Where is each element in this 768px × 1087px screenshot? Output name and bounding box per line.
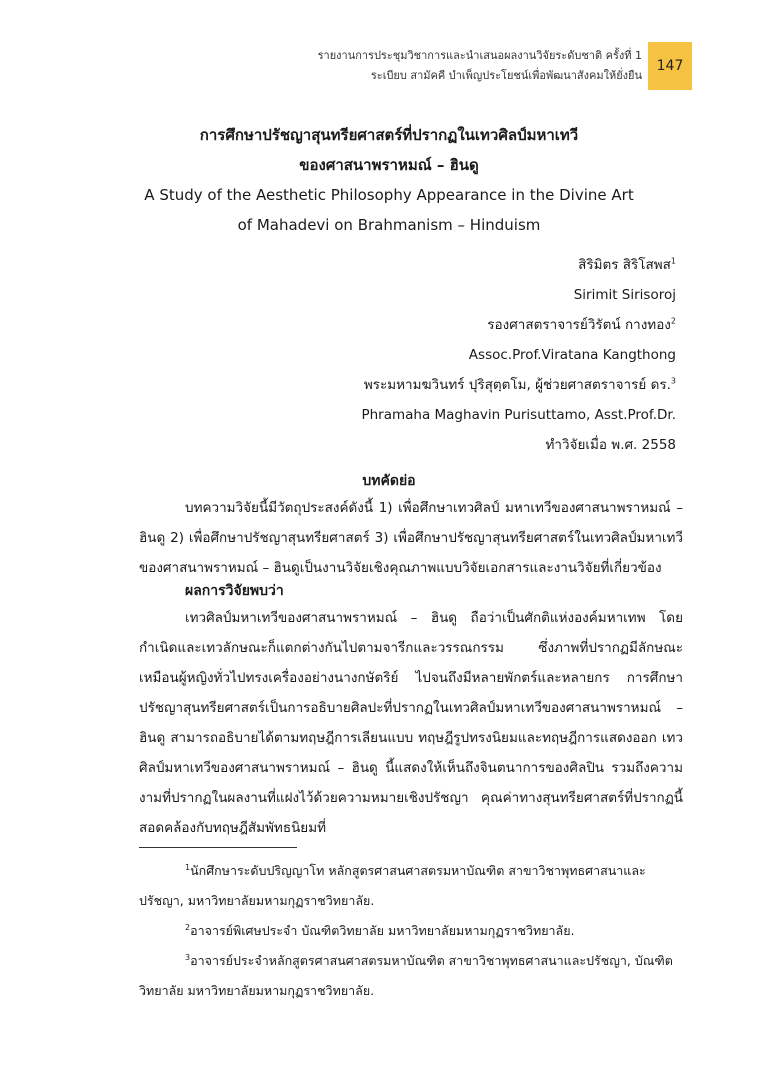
footnote-1: $^1$นักศึกษาระดับปริญญาโท หลักสูตรศาสนศาสตรมหาบัณฑิต สาขาวิชาพุทธศาสนาและปรัชญา, มหาวิทยาลัยมหามกุฏราชวิทยาลัย.: [139, 862, 646, 908]
title-english-line1: A Study of the Aesthetic Philosophy Appearance in the Divine Art: [144, 186, 634, 204]
author-line: สิริมิตร สิริโสพส$^1$: [578, 256, 676, 273]
abstract-paragraph-2: เทวศิลป์มหาเทวีของศาสนาพราหมณ์ – ฮินดู ถือว่าเป็นศักติแห่งองค์มหาเทพ โดยกำเนิดและเทวลักษณะก็แตกต่างกันไปตามจารีกและวรรณกรรม ซึ่งภาพที่ปรากฏมีลักษณะเหมือนผู้หญิงทั่วไปทรงเครื่องอย่างนางกษัตริย์ ไปจนถึงมีหลายพักตร์และหลายกร การศึกษาปรัชญาสุนทรียศาสตร์เป็นการอธิบายศิลปะที่ปรากฏในเทวศิลป์มหาเทวีของศาสนาพราหมณ์ – ฮินดู สามารถอธิบายได้ตามทฤษฎีการเลียนแบบ ทฤษฎีรูปทรงนิยมและทฤษฎีการแสดงออก เทวศิลป์มหาเทวีของศาสนาพราหมณ์ – ฮินดู นี้แสดงให้เห็นถึงจินตนาการของศิลปิน รวมถึงความงามที่ปรากฏในผลงานที่แฝงไว้ด้วยความหมายเชิงปรัชญา คุณค่าทางสุนทรียศาสตร์ที่ปรากฏนี้สอดคล้องกับทฤษฎีสัมพัทธนิยมที่: [139, 610, 683, 836]
title-thai-line2: ของศาสนาพราหมณ์ – ฮินดู: [299, 156, 479, 174]
running-header-line2: ระเบียบ สามัคคี บำเพ็ญประโยชน์เพื่อพัฒนาสังคมให้ยั่งยืน: [370, 69, 642, 82]
running-header: [222, 46, 642, 86]
footnote-marker: 1: [670, 256, 676, 266]
author-list: [156, 250, 676, 460]
author-line: รองศาสตราจารย์วิรัตน์ กางทอง$^2$: [487, 316, 676, 333]
findings-heading: ผลการวิจัยพบว่า: [185, 583, 284, 599]
running-header-line1: รายงานการประชุมวิชาการและนำเสนอผลงานวิจัยระดับชาติ ครั้งที่ 1: [317, 49, 642, 62]
footnote-2: $^2$อาจารย์พิเศษประจำ บัณฑิตวิทยาลัย มหาวิทยาลัยมหามกุฏราชวิทยาลัย.: [185, 922, 575, 938]
footnote-marker: 3: [670, 376, 676, 386]
author-line: Sirimit Sirisoroj: [573, 287, 676, 303]
footnote-3: $^3$อาจารย์ประจำหลักสูตรศาสนศาสตรมหาบัณฑิต สาขาวิชาพุทธศาสนาและปรัชญา, บัณฑิตวิทยาลัย มหาวิทยาลัยมหามกุฏราชวิทยาลัย.: [139, 952, 673, 998]
author-line: Phramaha Maghavin Purisuttamo, Asst.Prof.Dr.: [361, 407, 676, 423]
author-line: พระมหามฆวินทร์ ปุริสุตฺตโม, ผู้ช่วยศาสตราจารย์ ดร.$^3$: [363, 376, 676, 393]
research-year: ทำวิจัยเมื่อ พ.ศ. 2558: [545, 437, 676, 453]
author-line: Assoc.Prof.Viratana Kangthong: [468, 347, 676, 363]
abstract-heading: บทคัดย่อ: [362, 473, 416, 489]
title-block: [60, 120, 718, 240]
footnotes: [139, 856, 683, 1006]
abstract-paragraph-1: บทความวิจัยนี้มีวัตถุประสงค์ดังนี้ 1) เพื่อศึกษาเทวศิลป์ มหาเทวีของศาสนาพราหมณ์ – ฮินดู 2) เพื่อศึกษาปรัชญาสุนทรียศาสตร์ 3) เพื่อศึกษาปรัชญาสุนทรียศาสตร์ในเทวศิลป์มหาเทวีของศาสนาพราหมณ์ – ฮินดูเป็นงานวิจัยเชิงคุณภาพแบบวิจัยเอกสารและงานวิจัยที่เกี่ยวข้อง: [139, 500, 683, 576]
footnote-divider: [139, 847, 297, 848]
title-thai-line1: การศึกษาปรัชญาสุนทรียศาสตร์ที่ปรากฏในเทวศิลป์มหาเทวี: [199, 126, 579, 144]
footnote-marker: 2: [670, 316, 676, 326]
title-english-line2: of Mahadevi on Brahmanism – Hinduism: [237, 216, 541, 234]
page-number-badge: 147: [648, 42, 692, 90]
